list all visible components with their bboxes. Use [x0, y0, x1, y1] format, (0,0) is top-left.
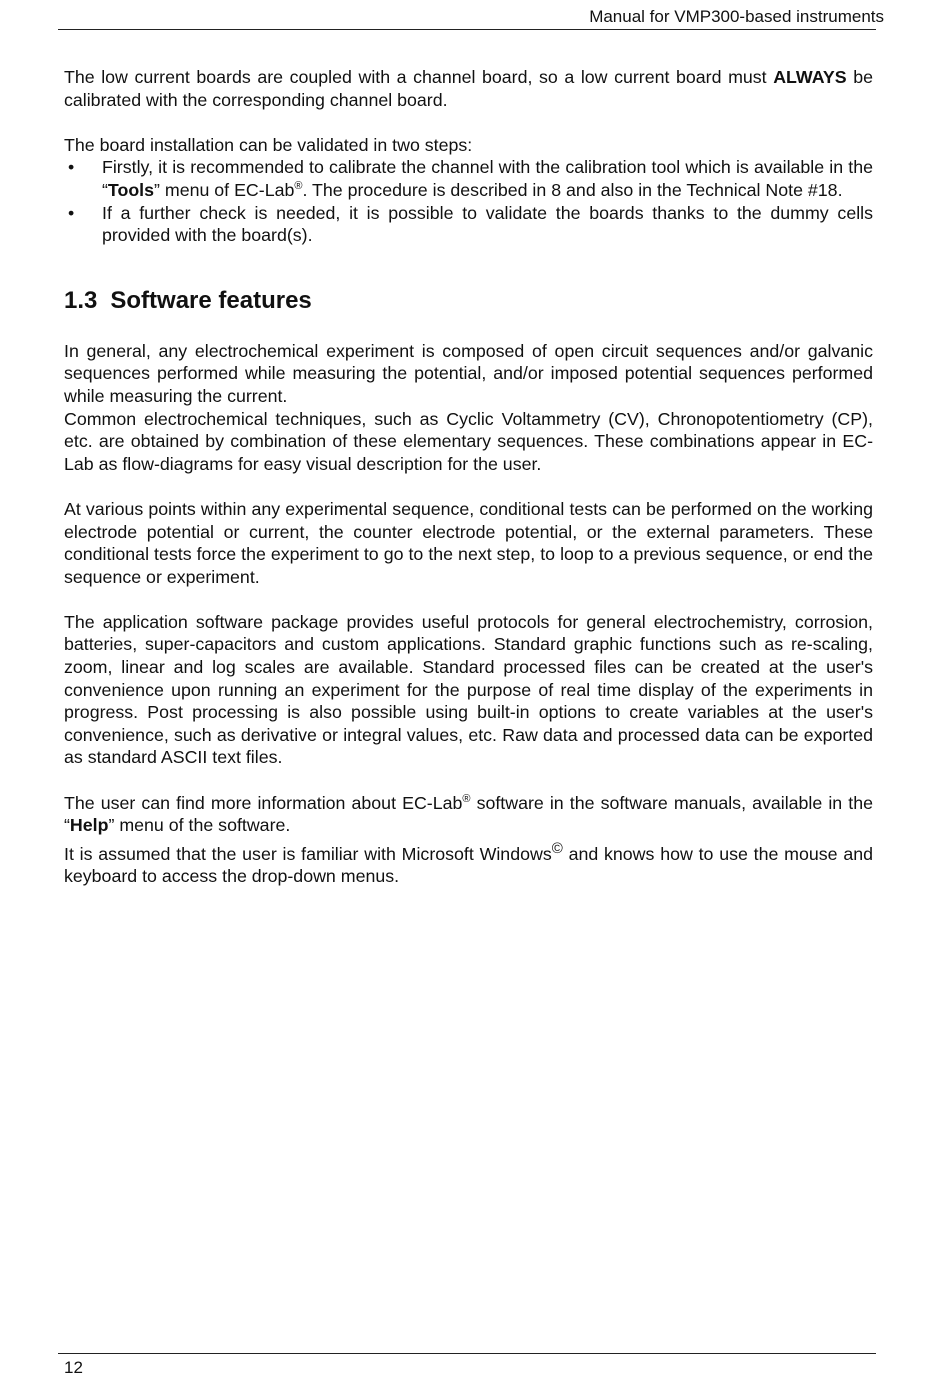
document-title: Manual for VMP300-based instruments: [589, 7, 884, 26]
registered-mark: ®: [462, 792, 471, 805]
page-number: 12: [64, 1358, 83, 1377]
emphasis-always: ALWAYS: [773, 67, 847, 87]
section-title: Software features: [110, 286, 312, 314]
paragraph-gap: [64, 111, 873, 134]
page-content: [64, 66, 873, 888]
text-run: It is assumed that the user is familiar with Microsoft Windows: [64, 843, 552, 864]
paragraph-software-package: The application software package provides useful protocols for general electrochemistry, corrosion, batteries, super-capacitors and custom applications. Standard graphic functions such as re-scaling, zoom, linear and log scales are available. Standard processed files can be created at the user's convenience upon running an experiment for the purpose of real time display of the experiments in progress. Post processing is also possible using built-in options to create variables at the user's convenience, such as derivative or integral values, etc. Raw data and processed data can be exported as standard ASCII text files.: [64, 611, 873, 768]
paragraph-common-techniques: Common electrochemical techniques, such as Cyclic Voltammetry (CV), Chronopotentiometry (CP), etc. are obtained by combination of these elementary sequences. These combinations appear in EC-Lab as flow-diagrams for easy visual description for the user.: [64, 408, 873, 474]
paragraph-conditional-tests: At various points within any experimental sequence, conditional tests can be performed on the working electrode potential or current, the counter electrode potential, or the external parameters. These conditional tests force the experiment to go to the next step, to loop to a previous sequence, or end the sequence or experiment.: [64, 498, 873, 587]
list-item: [64, 156, 873, 201]
footer-rule: [58, 1353, 876, 1354]
copyright-mark: ©: [551, 839, 563, 857]
section-heading: [64, 287, 873, 315]
emphasis-tools: Tools: [107, 179, 155, 200]
paragraph-more-information: [64, 792, 873, 837]
bullet-icon: •: [68, 202, 75, 223]
list-item: [64, 202, 873, 247]
paragraph-gap: [64, 769, 873, 792]
text-run: The low current boards are coupled with a channel board, so a low current board must: [64, 67, 774, 87]
text-run: . The procedure is described in 8 and also in the Technical Note #18.: [302, 179, 843, 200]
text-run: Firstly, it is recommended to calibrate the channel with the calibration tool which is available in the “: [102, 157, 873, 200]
text-run: If a further check is needed, it is possible to validate the boards thanks to the dummy cells provided with the board(s).: [102, 202, 873, 246]
text-run: software in the software manuals, available in the “: [64, 792, 873, 836]
validation-steps-list: [64, 156, 873, 246]
paragraph-windows-assumption: [64, 839, 874, 888]
emphasis-help: Help: [69, 815, 109, 836]
text-run: be calibrated with the corresponding channel board.: [64, 67, 873, 110]
paragraph-gap: [64, 475, 873, 498]
section-number: 1.3: [64, 286, 98, 314]
registered-mark: ®: [294, 180, 303, 193]
paragraph-gap: [64, 588, 873, 611]
paragraph-validation-intro: The board installation can be validated in two steps:: [64, 134, 473, 155]
text-run: ” menu of the software.: [108, 815, 291, 836]
paragraph-calibration-note: [64, 66, 873, 111]
text-run: The user can find more information about EC-Lab: [64, 792, 463, 813]
paragraph-experiment-composition: In general, any electrochemical experiment is composed of open circuit sequences and/or galvanic sequences performed while measuring the potential, and/or imposed potential sequences performed while measuring the current.: [64, 340, 873, 406]
text-run: ” menu of EC-Lab: [154, 179, 295, 200]
text-run: and knows how to use the mouse and keyboard to access the drop-down menus.: [64, 843, 874, 887]
bullet-icon: •: [68, 157, 75, 178]
page-header: [58, 0, 884, 30]
